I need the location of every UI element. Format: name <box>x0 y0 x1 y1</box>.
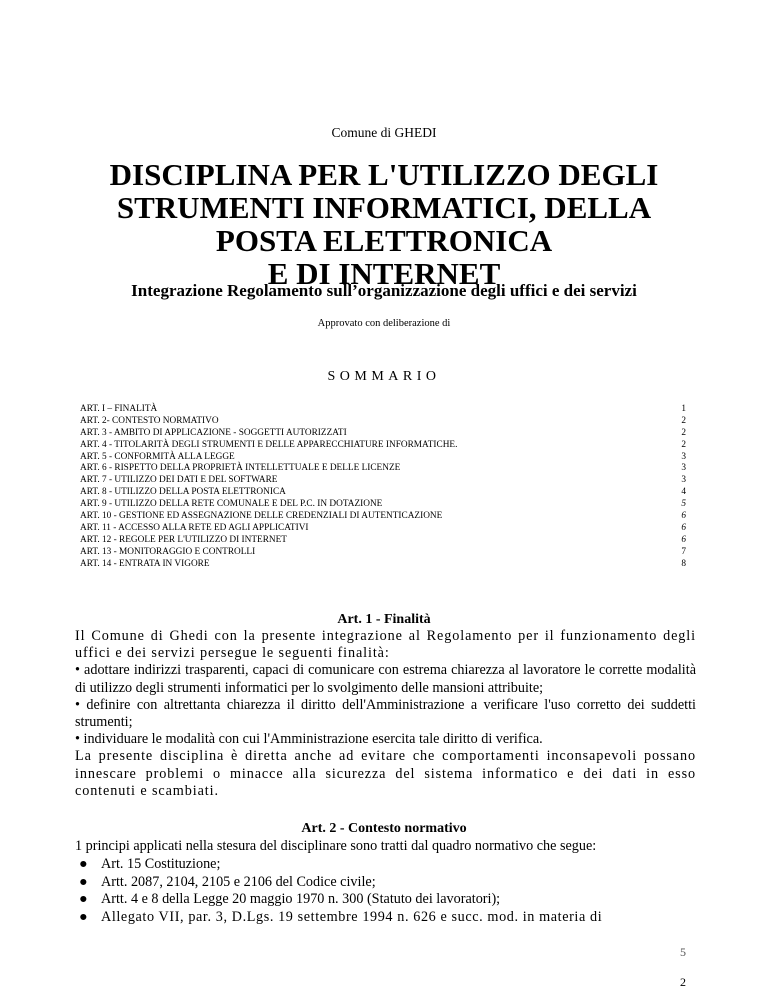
art1-bullet: • individuare le modalità con cui l'Amministrazione esercita tale diritto di verifica. <box>75 731 543 748</box>
toc-entry[interactable] <box>80 452 686 464</box>
toc-entry-label: ART. 8 - UTILIZZO DELLA POSTA ELETTRONICA <box>80 487 286 498</box>
toc-entry-label: ART. 12 - REGOLE PER L'UTILIZZO DI INTERNET <box>80 534 287 545</box>
toc-entry-page: 8 <box>681 558 686 569</box>
art1-body <box>75 628 696 800</box>
toc-entry-label: ART. 10 - GESTIONE ED ASSEGNAZIONE DELLE CREDENZIALI DI AUTENTICAZIONE <box>80 511 443 522</box>
toc-entry-label: ART. 2- CONTESTO NORMATIVO <box>80 415 219 426</box>
toc-entry-label: ART. 5 - CONFORMITÀ ALLA LEGGE <box>80 451 235 462</box>
art1-heading: Art. 1 - Finalità <box>337 612 431 627</box>
art2-paragraph: 1 principi applicati nella stesura del disciplinare sono tratti dal quadro normativo che segue: <box>75 838 597 854</box>
title-line: STRUMENTI INFORMATICI, DELLA <box>116 190 652 225</box>
art1-bullet: • definire con altrettanta chiarezza il diritto dell'Amministrazione a verificare l'uso corretto dei suddetti strumenti; <box>75 696 696 731</box>
approval-note: Approvato con deliberazione di <box>317 318 451 329</box>
toc-entry[interactable] <box>80 428 686 440</box>
toc-entry-page: 7 <box>681 546 686 557</box>
toc-entry-page: 3 <box>681 451 686 462</box>
list-item-text: Allegato VII, par. 3, D.Lgs. 19 settembre 1994 n. 626 e succ. mod. in materia di <box>101 908 603 925</box>
list-item <box>75 856 696 874</box>
toc-entry-page: 6 <box>681 534 686 545</box>
toc-entry-page: 2 <box>681 427 686 438</box>
toc-entry-page: 6 <box>681 511 686 522</box>
list-item <box>75 874 696 892</box>
list-item-text: Art. 15 Costituzione; <box>101 856 221 872</box>
toc-entry-label: ART. 3 - AMBITO DI APPLICAZIONE - SOGGETTI AUTORIZZATI <box>80 427 347 438</box>
toc-heading: SOMMARIO <box>327 369 441 384</box>
toc-entry[interactable] <box>80 511 686 523</box>
bullet-icon: ● <box>79 891 88 908</box>
toc-entry-page: 2 <box>681 415 686 426</box>
toc-entry[interactable] <box>80 559 686 571</box>
toc-entry[interactable] <box>80 499 686 511</box>
toc-entry[interactable] <box>80 487 686 499</box>
art1-bullet: • adottare indirizzi trasparenti, capaci di comunicare con estrema chiarezza al lavoratore le corrette modalità di utilizzo degli strumenti informatici per lo svolgimento delle mansioni attribuite; <box>75 662 696 696</box>
toc-entry-label: ART. 6 - RISPETTO DELLA PROPRIETÀ INTELLETTUALE E DELLE LICENZE <box>80 463 401 474</box>
toc-entry-page: 5 <box>681 499 686 510</box>
bullet-icon: ● <box>79 908 89 925</box>
title-line: E DI INTERNET <box>267 256 501 291</box>
toc-entry[interactable] <box>80 463 686 475</box>
title-line: DISCIPLINA PER L'UTILIZZO DEGLI <box>109 157 659 192</box>
bullet-icon: ● <box>79 856 88 872</box>
document-title <box>60 158 708 290</box>
list-item-text: Artt. 4 e 8 della Legge 20 maggio 1970 n. 300 (Statuto dei lavoratori); <box>101 891 501 908</box>
toc-entry-page: 4 <box>681 487 686 498</box>
table-of-contents <box>80 404 686 570</box>
toc-entry[interactable] <box>80 416 686 428</box>
art1-paragraph: Il Comune di Ghedi con la presente integrazione al Regolamento per il funzionamento degli uffici e dei servizi persegue le seguenti finalità: <box>75 628 696 662</box>
toc-entry-page: 3 <box>681 475 686 486</box>
toc-entry-label: ART. 14 - ENTRATA IN VIGORE <box>80 558 210 569</box>
toc-entry[interactable] <box>80 440 686 452</box>
toc-entry-page: 2 <box>681 439 686 450</box>
toc-entry-page: 3 <box>681 463 686 474</box>
toc-entry-label: ART. 4 - TITOLARITÀ DEGLI STRUMENTI E DELLE APPARECCHIATURE INFORMATICHE. <box>80 439 458 450</box>
toc-entry[interactable] <box>80 404 686 416</box>
toc-entry-page: 1 <box>681 404 686 414</box>
page-number: 2 <box>680 975 686 989</box>
toc-entry-label: ART. I – FINALITÀ <box>80 404 158 414</box>
toc-entry-label: ART. 13 - MONITORAGGIO E CONTROLLI <box>80 546 256 557</box>
art2-list <box>75 856 696 926</box>
municipality-label: Comune di GHEDI <box>331 125 437 140</box>
toc-entry-label: ART. 11 - ACCESSO ALLA RETE ED AGLI APPLICATIVI <box>80 522 309 533</box>
toc-entry[interactable] <box>80 523 686 535</box>
bullet-icon: ● <box>79 873 88 890</box>
art2-intro <box>75 838 696 855</box>
list-item <box>75 909 696 927</box>
toc-entry[interactable] <box>80 475 686 487</box>
toc-entry[interactable] <box>80 535 686 547</box>
toc-entry-label: ART. 7 - UTILIZZO DEI DATI E DEL SOFTWARE <box>80 475 278 486</box>
page-footer-mark: 5 <box>680 945 686 959</box>
document-subtitle: Integrazione Regolamento sull’organizzazione degli uffici e dei servizi <box>131 281 637 300</box>
toc-entry-label: ART. 9 - UTILIZZO DELLA RETE COMUNALE E DEL P.C. IN DOTAZIONE <box>80 499 383 510</box>
list-item-text: Artt. 2087, 2104, 2105 e 2106 del Codice civile; <box>101 873 376 890</box>
art1-paragraph: La presente disciplina è diretta anche ad evitare che comportamenti inconsapevoli possano innescare problemi o minacce alla sicurezza del sistema informatico e dei dati in esso contenuti e scambiati. <box>75 748 696 799</box>
art2-heading: Art. 2 - Contesto normativo <box>301 821 467 836</box>
title-line: POSTA ELETTRONICA <box>215 223 553 258</box>
toc-entry-page: 6 <box>681 522 686 533</box>
list-item <box>75 891 696 909</box>
toc-entry[interactable] <box>80 547 686 559</box>
